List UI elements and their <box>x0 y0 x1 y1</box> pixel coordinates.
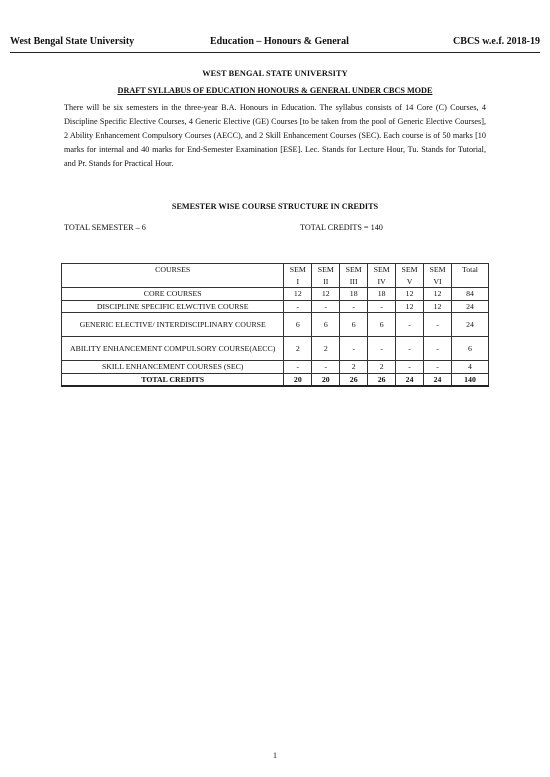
header-sem-label: SEM <box>317 265 334 274</box>
intro-paragraph: There will be six semesters in the three-year B.A. Honours in Education. The syllabus consists of 14 Core (C) Courses, 4 Discipline Specific Elective Courses, 4 Generic Elective (GE) Courses [to be taken from the pool of Generic Elective Courses], 2 Ability Enhancement Compulsory Courses (AECC), and 2 Skill Enhancement Courses (SEC). Each course is of 50 marks [10 marks for internal and 40 marks for End-Semester Examination [ESE]. Lec. Stands for Lecture Hour, Tu. Stands for Tutorial, and Pr. Stands for Practical Hour. <box>64 103 486 169</box>
section-heading: SEMESTER WISE COURSE STRUCTURE IN CREDITS <box>171 202 379 211</box>
credit-cell: - <box>340 300 368 313</box>
header-total <box>451 264 488 288</box>
total-credits: TOTAL CREDITS = 140 <box>300 223 383 232</box>
course-name: SKILL ENHANCEMENT COURSES (SEC) <box>62 361 284 374</box>
credit-cell: 2 <box>284 337 312 361</box>
table-header-row <box>62 264 489 288</box>
credit-cell: 24 <box>396 373 424 386</box>
credit-cell: - <box>284 300 312 313</box>
credit-total-cell: 24 <box>451 300 488 313</box>
credit-cell: - <box>340 337 368 361</box>
credit-cell: 20 <box>312 373 340 386</box>
course-name: ABILITY ENHANCEMENT COMPULSORY COURSE(AECC) <box>62 337 284 361</box>
header-university: West Bengal State University <box>10 36 135 47</box>
header-sem-label: SEM <box>401 265 418 274</box>
credit-cell: 12 <box>424 288 452 301</box>
header-courses <box>62 264 284 288</box>
header-sem-number: V <box>406 276 413 286</box>
credit-cell: 26 <box>340 373 368 386</box>
credit-cell: - <box>368 300 396 313</box>
table-row <box>62 361 489 374</box>
credit-cell: 12 <box>284 288 312 301</box>
credit-total-cell: 4 <box>451 361 488 374</box>
credit-total-cell: 24 <box>451 313 488 337</box>
header-sem <box>396 264 424 288</box>
credit-cell: 18 <box>340 288 368 301</box>
header-sem <box>424 264 452 288</box>
page-header <box>10 36 540 50</box>
header-session: CBCS w.e.f. 2018-19 <box>453 36 540 47</box>
header-sem-label: SEM <box>429 265 446 274</box>
credit-cell: 2 <box>312 337 340 361</box>
header-total-label: Total <box>462 265 478 274</box>
page-number: 1 <box>273 751 277 760</box>
document-subtitle: DRAFT SYLLABUS OF EDUCATION HONOURS & GENERAL UNDER CBCS MODE <box>117 86 433 95</box>
header-sem-number: IV <box>377 276 386 286</box>
credit-cell: - <box>312 300 340 313</box>
header-sem-label: SEM <box>345 265 362 274</box>
header-courses-label: COURSES <box>155 265 191 274</box>
table-row <box>62 300 489 313</box>
credit-cell: 26 <box>368 373 396 386</box>
credit-cell: 12 <box>396 288 424 301</box>
header-sem-number: III <box>349 276 358 286</box>
header-sem <box>368 264 396 288</box>
credit-cell: 6 <box>284 313 312 337</box>
credit-cell: 12 <box>312 288 340 301</box>
credit-cell: - <box>396 361 424 374</box>
header-sem <box>340 264 368 288</box>
table-row <box>62 288 489 301</box>
credit-cell: - <box>284 361 312 374</box>
credit-cell: 12 <box>424 300 452 313</box>
credit-cell: 6 <box>340 313 368 337</box>
course-name: GENERIC ELECTIVE/ INTERDISCIPLINARY COURSE <box>62 313 284 337</box>
table-row <box>62 337 489 361</box>
credit-cell: 6 <box>312 313 340 337</box>
credit-cell: 6 <box>368 313 396 337</box>
credit-cell: 18 <box>368 288 396 301</box>
course-name: DISCIPLINE SPECIFIC ELWCTIVE COURSE <box>62 300 284 313</box>
credit-cell: - <box>424 337 452 361</box>
credit-cell: - <box>424 361 452 374</box>
credit-cell: 2 <box>340 361 368 374</box>
document-title: WEST BENGAL STATE UNIVERSITY <box>202 69 348 78</box>
credit-cell: - <box>396 313 424 337</box>
header-subject: Education – Honours & General <box>210 36 349 47</box>
total-semester: TOTAL SEMESTER – 6 <box>64 223 146 232</box>
header-sem-number: I <box>296 276 300 286</box>
credit-cell: - <box>424 313 452 337</box>
header-sem-number: II <box>323 276 329 286</box>
header-sem-label: SEM <box>289 265 306 274</box>
header-sem-label: SEM <box>373 265 390 274</box>
credit-cell: - <box>368 337 396 361</box>
credit-cell: - <box>312 361 340 374</box>
course-name: TOTAL CREDITS <box>62 373 284 386</box>
credit-total-cell: 140 <box>451 373 488 386</box>
header-sem <box>312 264 340 288</box>
header-sem <box>284 264 312 288</box>
credit-cell: 20 <box>284 373 312 386</box>
credit-total-cell: 6 <box>451 337 488 361</box>
credit-cell: - <box>396 337 424 361</box>
header-sem-number: VI <box>433 276 442 286</box>
table-row <box>62 313 489 337</box>
header-rule <box>10 52 540 53</box>
credit-cell: 24 <box>424 373 452 386</box>
course-name: CORE COURSES <box>62 288 284 301</box>
table-total-row <box>62 373 489 386</box>
credit-total-cell: 84 <box>451 288 488 301</box>
credit-cell: 2 <box>368 361 396 374</box>
credits-table <box>61 263 489 387</box>
credit-cell: 12 <box>396 300 424 313</box>
